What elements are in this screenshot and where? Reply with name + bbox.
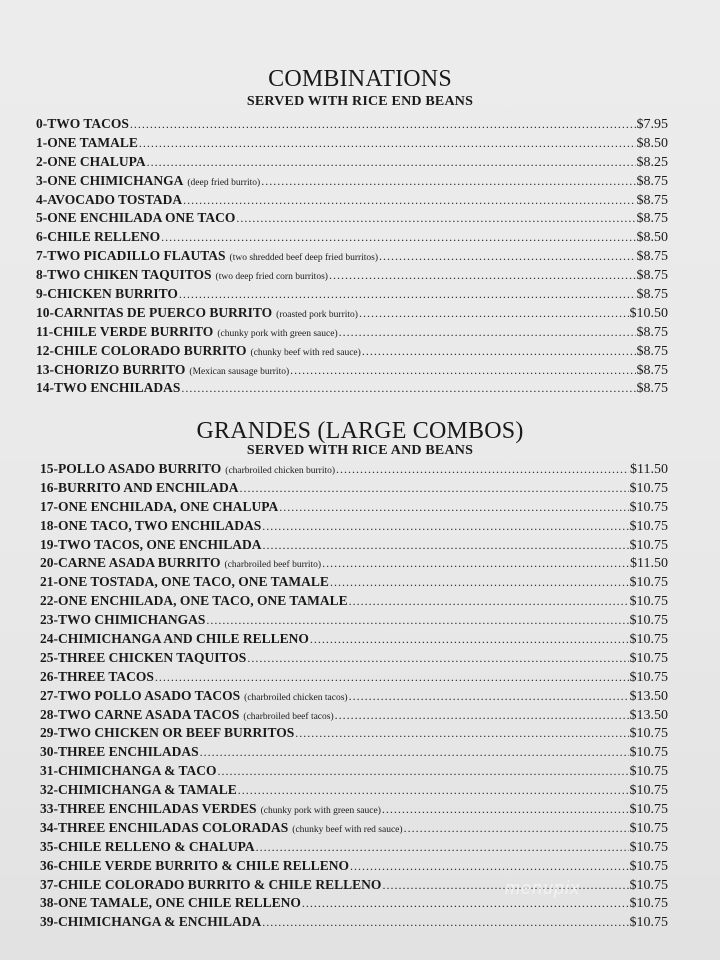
dot-leader [130, 115, 636, 134]
menu-item-number: 12- [36, 342, 54, 358]
menu-item-number: 0- [36, 116, 48, 131]
menu-item [36, 153, 668, 172]
dot-leader [359, 304, 629, 323]
menu-item-price: $10.75 [629, 669, 668, 685]
menu-item-number: 2- [36, 153, 48, 169]
menu-item-price: $10.75 [629, 764, 668, 780]
menu-item-name: ONE TAMALE [47, 134, 138, 150]
menu-item [36, 209, 668, 228]
menu-item-number: 30- [40, 744, 58, 760]
menu-item-name: ONE ENCHILADA, ONE CHALUPA [58, 498, 279, 514]
menu-item-price: $10.75 [629, 726, 668, 742]
menu-item [36, 228, 668, 247]
menu-item-name: TWO POLLO ASADO TACOS [58, 687, 241, 703]
menu-item-price: $10.75 [629, 745, 668, 761]
dot-leader [236, 209, 635, 228]
menu-item [40, 762, 668, 781]
menu-item-name: CHICKEN BURRITO [47, 286, 178, 302]
menu-item-name: THREE CHICKEN TAQUITOS [58, 649, 247, 665]
menu-item-note: (chunky pork with green sauce) [217, 328, 338, 339]
menu-item-price: $11.50 [630, 556, 668, 572]
menu-item-price: $8.75 [636, 192, 668, 208]
menu-item-number: 8- [36, 267, 48, 283]
menu-item-number: 38- [40, 895, 58, 911]
menu-item-name: ONE CHALUPA [47, 153, 146, 169]
dot-leader [295, 724, 628, 743]
dot-leader [218, 762, 629, 781]
menu-item-number: 35- [40, 838, 58, 854]
combinations-subtitle: SERVED WITH RICE END BEANS [246, 94, 474, 109]
dot-leader [322, 554, 629, 573]
menu-item-name: TWO CHIMICHANGAS [58, 612, 206, 628]
menu-item-number: 11- [36, 323, 54, 339]
menu-item-price: $10.75 [629, 480, 668, 496]
menu-item-price: $8.25 [636, 154, 668, 170]
dot-leader [147, 153, 636, 172]
menu-item-price: $10.75 [629, 802, 668, 818]
dot-leader [362, 342, 636, 361]
menu-item-price: $10.75 [629, 499, 668, 515]
menu-item [40, 800, 668, 819]
menu-item-number: 6- [36, 229, 48, 245]
menu-item-name: CHIMICHANGA & TACO [58, 763, 217, 779]
menu-item [40, 668, 668, 687]
menu-item [40, 536, 668, 555]
menu-item-price: $10.75 [629, 915, 668, 931]
dot-leader [279, 498, 628, 517]
dot-leader [247, 649, 628, 668]
menu-item-name: TWO ENCHILADAS [54, 380, 181, 396]
menu-item-note: (chunky pork with green sauce) [260, 806, 381, 817]
menu-item-price: $8.75 [636, 211, 668, 227]
menu-item-name: THREE TACOS [58, 668, 154, 684]
menu-item-number: 25- [40, 649, 58, 665]
menu-item [40, 743, 668, 762]
menu-item-name: ONE TACO, TWO ENCHILADAS [58, 517, 262, 533]
menu-item-name: CHILE VERDE BURRITO & CHILE RELLENO [58, 857, 349, 873]
menu-item-price: $13.50 [629, 707, 668, 723]
menu-item-name: CHILE RELLENO [47, 229, 161, 245]
menu-item-price: $10.75 [629, 820, 668, 836]
menu-item-name: CARNITAS DE PUERCO BURRITO [54, 304, 273, 320]
menu-item [40, 857, 668, 876]
menu-item [36, 266, 668, 285]
menu-item [36, 342, 668, 361]
menu-item-note: (chunky beef with red sauce) [250, 347, 361, 358]
menu-item [40, 838, 668, 857]
menu-item-name: CARNE ASADA BURRITO [58, 555, 221, 571]
dot-leader [256, 838, 629, 857]
menu-item-name: ONE TAMALE, ONE CHILE RELLENO [58, 895, 301, 911]
menu-item-name: AVOCADO TOSTADA [47, 191, 183, 207]
dot-leader [161, 228, 635, 247]
menu-item [40, 630, 668, 649]
menu-item [36, 191, 668, 210]
menu-item-name: ONE ENCHILADA, ONE TACO, ONE TAMALE [58, 593, 348, 609]
menu-item-name: POLLO ASADO BURRITO [58, 461, 222, 476]
dot-leader [179, 285, 636, 304]
menu-item-name: CHIMICHANGA AND CHILE RELLENO [58, 631, 309, 647]
menu-item-name: ONE TOSTADA, ONE TACO, ONE TAMALE [58, 574, 329, 590]
dot-leader [206, 611, 628, 630]
menu-item-price: $8.75 [636, 343, 668, 359]
menu-item-price: $11.50 [630, 462, 668, 477]
menu-item-name: TWO CARNE ASADA TACOS [58, 706, 240, 722]
menu-item-note: (charbroiled chicken burrito) [225, 466, 336, 476]
menu-item [36, 134, 668, 153]
menu-item-price: $7.95 [636, 117, 668, 132]
combinations-list [36, 115, 668, 398]
grandes-subtitle: SERVED WITH RICE AND BEANS [246, 443, 474, 458]
menu-item-note: (charbroiled chicken tacos) [244, 692, 348, 703]
menu-item-price: $10.75 [629, 896, 668, 912]
menu-item-price: $10.75 [629, 575, 668, 591]
dot-leader [139, 134, 636, 153]
dot-leader [183, 191, 635, 210]
dot-leader [155, 668, 629, 687]
menu-item [40, 460, 668, 479]
menu-item-price: $8.75 [636, 324, 668, 340]
menu-item-name: TWO TACOS, ONE ENCHILADA [58, 536, 262, 552]
menu-item [40, 781, 668, 800]
menu-item [40, 724, 668, 743]
menu-item-number: 10- [36, 304, 54, 320]
menu-item [36, 172, 668, 191]
menu-item-name: CHORIZO BURRITO [54, 361, 186, 377]
menu-item-number: 34- [40, 819, 58, 835]
menu-item-number: 28- [40, 706, 58, 722]
menu-item-number: 27- [40, 687, 58, 703]
menupix-watermark: menupix [505, 878, 581, 898]
menu-item-number: 32- [40, 782, 58, 798]
menu-item-price: $8.75 [636, 268, 668, 284]
dot-leader [261, 172, 635, 191]
menu-item [40, 554, 668, 573]
menu-item-number: 15- [40, 461, 58, 476]
menu-item [40, 573, 668, 592]
menu-item-price: $13.50 [629, 688, 668, 704]
menu-item-number: 7- [36, 248, 48, 264]
menu-item-number: 3- [36, 172, 48, 188]
menu-item-note: (Mexican sausage burrito) [189, 366, 290, 377]
menu-item-note: (charbroiled beef tacos) [243, 711, 334, 722]
menu-item-price: $10.75 [629, 613, 668, 629]
menu-item-price: $8.75 [636, 173, 668, 189]
menu-item [36, 323, 668, 342]
menu-item [36, 379, 668, 398]
menu-item-note: (roasted pork burrito) [276, 309, 358, 320]
dot-leader [379, 247, 635, 266]
menu-item-name: BURRITO AND ENCHILADA [58, 479, 239, 495]
menu-item [40, 687, 668, 706]
menu-item-price: $10.75 [629, 877, 668, 893]
menu-item-number: 20- [40, 555, 58, 571]
menu-item-number: 24- [40, 631, 58, 647]
menu-item-number: 29- [40, 725, 58, 741]
menu-item-name: TWO PICADILLO FLAUTAS [47, 248, 226, 264]
menu-item-number: 36- [40, 857, 58, 873]
menu-item-name: CHILE COLORADO BURRITO & CHILE RELLENO [58, 876, 382, 892]
menu-item-price: $10.75 [629, 783, 668, 799]
menu-item-price: $8.75 [636, 381, 668, 397]
grandes-title: GRANDES (LARGE COMBOS) [196, 418, 524, 444]
menu-item-price: $10.75 [629, 632, 668, 648]
dot-leader [181, 379, 635, 398]
dot-leader [329, 266, 636, 285]
dot-leader [262, 913, 628, 932]
dot-leader [339, 323, 636, 342]
menu-item-note: (two shredded beef deep fried burritos) [229, 253, 379, 264]
menu-item-number: 26- [40, 668, 58, 684]
menu-item [40, 592, 668, 611]
menu-item-number: 22- [40, 593, 58, 609]
menu-item-number: 18- [40, 517, 58, 533]
menu-item-number: 37- [40, 876, 58, 892]
menu-item-name: THREE ENCHILADAS COLORADAS [58, 819, 289, 835]
menu-item-number: 33- [40, 801, 58, 817]
menu-item-price: $10.75 [629, 594, 668, 610]
menu-item-price: $8.75 [636, 249, 668, 265]
menu-item-number: 17- [40, 498, 58, 514]
dot-leader [335, 706, 629, 725]
dot-leader [262, 517, 628, 536]
menu-item [40, 517, 668, 536]
menu-item-name: CHILE COLORADO BURRITO [54, 342, 247, 358]
menu-item [36, 304, 668, 323]
menu-item-number: 31- [40, 763, 58, 779]
menu-item-note: (chunky beef with red sauce) [292, 824, 403, 835]
menu-item [36, 247, 668, 266]
menu-item-price: $10.75 [629, 650, 668, 666]
dot-leader [336, 460, 629, 479]
menu-item-number: 1- [36, 134, 48, 150]
dot-leader [310, 630, 629, 649]
menu-item-number: 19- [40, 536, 58, 552]
menu-item-price: $10.75 [629, 518, 668, 534]
menu-item-number: 14- [36, 380, 54, 396]
menu-item-note: (two deep fried corn burritos) [215, 272, 328, 283]
dot-leader [350, 857, 629, 876]
menu-item [36, 361, 668, 380]
menu-item-number: 4- [36, 191, 48, 207]
menu-item-price: $8.75 [636, 287, 668, 303]
menu-item-name: TWO TACOS [47, 116, 129, 131]
dot-leader [200, 743, 629, 762]
dot-leader [330, 573, 629, 592]
dot-leader [238, 781, 629, 800]
menu-item-name: CHIMICHANGA & TAMALE [58, 782, 237, 798]
menu-item [40, 649, 668, 668]
menu-item-price: $8.50 [636, 230, 668, 246]
menu-item [36, 285, 668, 304]
menu-item-price: $10.75 [629, 839, 668, 855]
combinations-title: COMBINATIONS [268, 66, 452, 92]
menu-item-name: THREE ENCHILADAS [58, 744, 199, 760]
menu-item [40, 706, 668, 725]
menu-item-number: 23- [40, 612, 58, 628]
menu-item [40, 479, 668, 498]
menu-item-name: TWO CHIKEN TAQUITOS [47, 267, 212, 283]
menu-item-name: THREE ENCHILADAS VERDES [58, 801, 257, 817]
menu-item-name: CHILE RELLENO & CHALUPA [58, 838, 255, 854]
menu-item-name: CHIMICHANGA & ENCHILADA [58, 914, 262, 930]
menu-item-price: $10.75 [629, 537, 668, 553]
menu-item-number: 9- [36, 286, 48, 302]
menu-item-price: $10.50 [629, 305, 668, 321]
menu-item-number: 21- [40, 574, 58, 590]
menu-item-name: TWO CHICKEN OR BEEF BURRITOS [58, 725, 295, 741]
menu-item-number: 5- [36, 210, 48, 226]
dot-leader [263, 536, 629, 555]
menu-item-name: ONE CHIMICHANGA [47, 172, 184, 188]
dot-leader [349, 687, 629, 706]
menu-item-number: 16- [40, 479, 58, 495]
menu-item-number: 39- [40, 914, 58, 930]
menu-item-name: CHILE VERDE BURRITO [53, 323, 214, 339]
dot-leader [290, 361, 635, 380]
menu-item [40, 498, 668, 517]
menu-item-price: $8.50 [636, 135, 668, 151]
menu-item [40, 611, 668, 630]
menu-item-price: $10.75 [629, 858, 668, 874]
grandes-list [40, 460, 668, 932]
dot-leader [382, 800, 629, 819]
dot-leader [240, 479, 629, 498]
menu-item-note: (deep fried burrito) [187, 177, 261, 188]
dot-leader [349, 592, 629, 611]
dot-leader [404, 819, 629, 838]
menu-item-note: (charbroiled beef burrito) [224, 560, 322, 571]
menu-item-name: ONE ENCHILADA ONE TACO [47, 210, 236, 226]
menu-item-price: $8.75 [636, 362, 668, 378]
menu-item-number: 13- [36, 361, 54, 377]
menu-item [40, 819, 668, 838]
menu-item [36, 115, 668, 134]
menu-item [40, 913, 668, 932]
